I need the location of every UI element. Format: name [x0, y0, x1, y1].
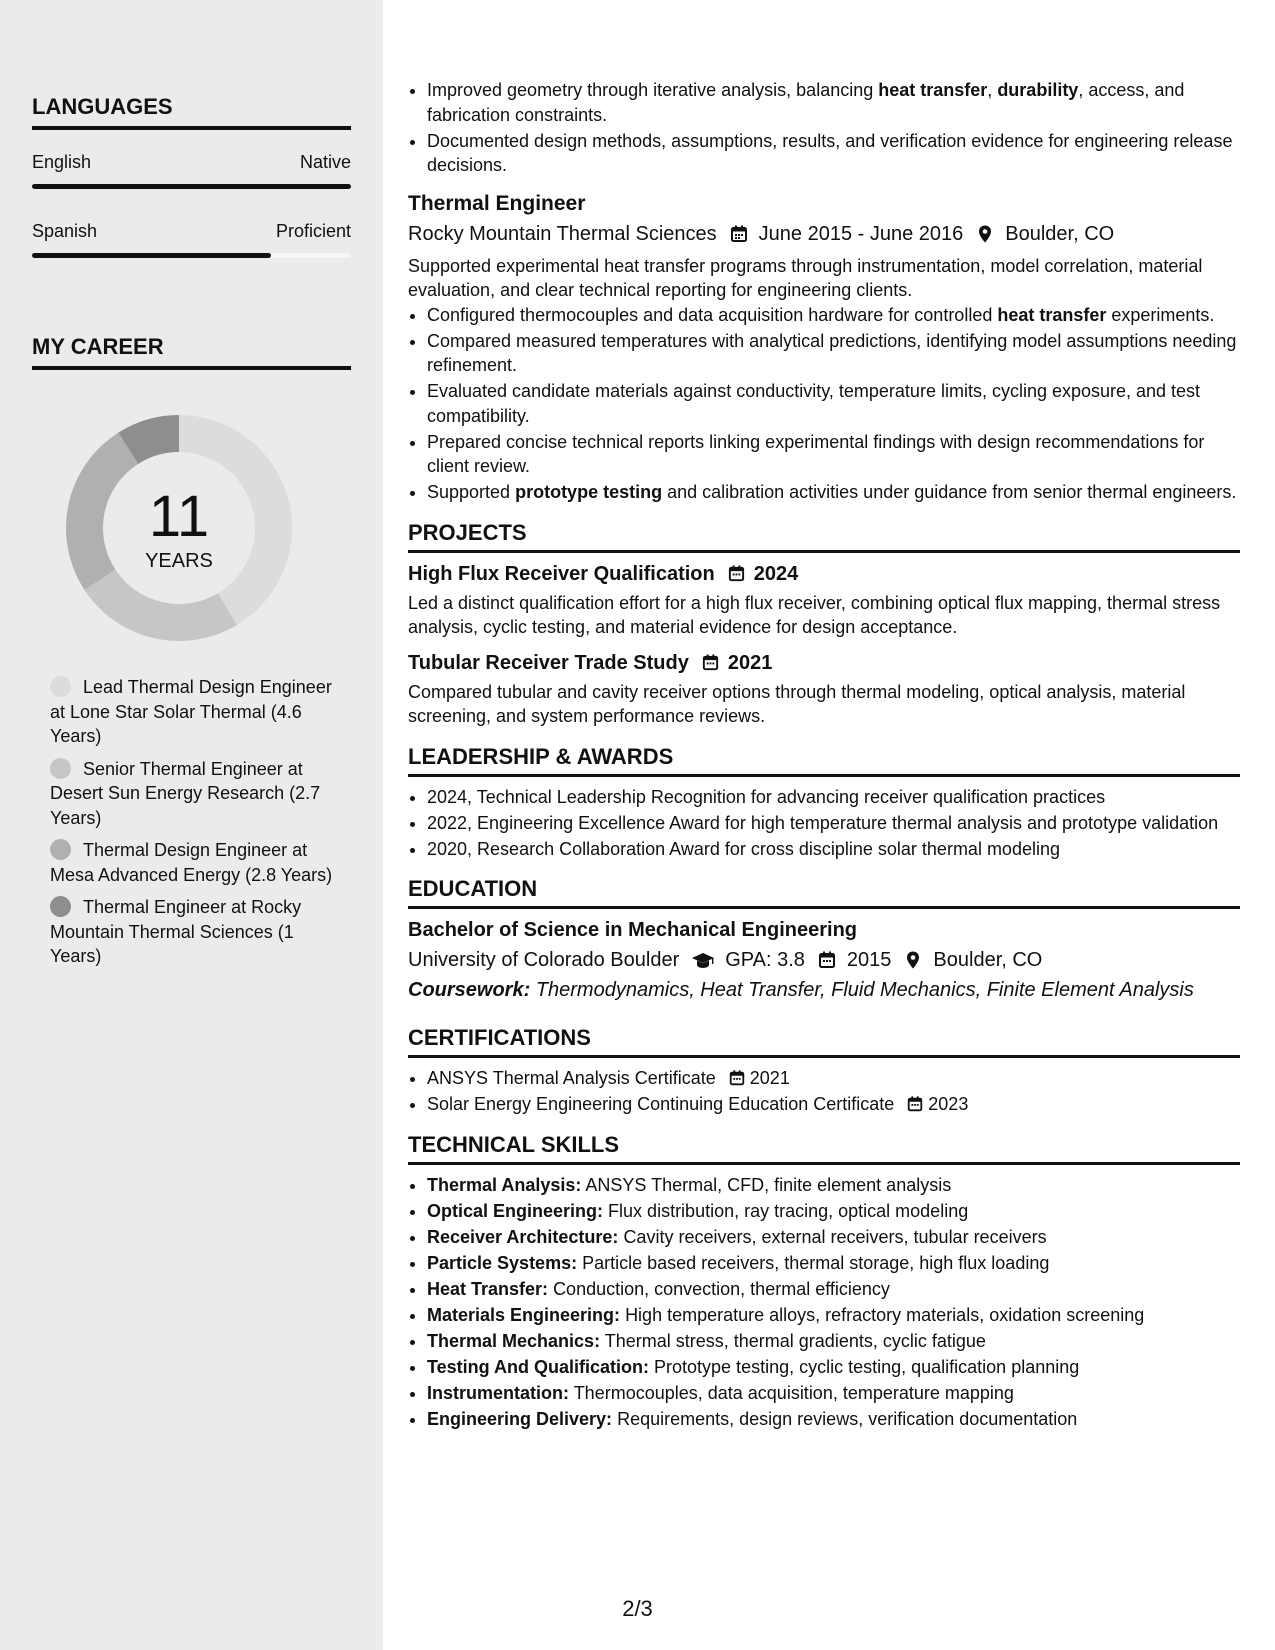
career-legend-item [50, 838, 340, 887]
skills-heading: TECHNICAL SKILLS [408, 1131, 1240, 1165]
skill-item [427, 1199, 1240, 1224]
career-role-label: Senior Thermal Engineer at Desert Sun Energy Research (2.7 Years) [50, 758, 321, 828]
prev-item [427, 129, 1240, 178]
certification-name: • ANSYS Thermal Analysis Certificate [427, 1068, 716, 1088]
skill-item [427, 1329, 1240, 1354]
skill-item [427, 1173, 1240, 1198]
calendar-icon [817, 950, 837, 970]
certification-item [427, 1066, 1240, 1091]
project-year: 2024 [753, 562, 799, 585]
page-number-text: 2/3 [622, 1596, 653, 1621]
skill-label: Engineering Delivery: [427, 1408, 613, 1429]
education-coursework [408, 976, 1240, 1004]
bullet-text: Prepared concise technical reports linking experimental findings with design recommendations for client review. [427, 431, 1205, 476]
main-content [408, 78, 1240, 1433]
career-legend [50, 675, 340, 977]
bullet-text: Compared measured temperatures with analytical predictions, identifying model assumptions needing refinement. [427, 330, 1237, 375]
calendar-icon [728, 1069, 746, 1087]
skill-label: Optical Engineering: [427, 1200, 604, 1221]
job-item [427, 329, 1240, 378]
bullet-text: and calibration activities under guidance from senior thermal engineers. [662, 482, 1237, 502]
previous-job-bullets [408, 78, 1240, 178]
awards-heading: LEADERSHIP & AWARDS [408, 743, 1240, 777]
job-meta [408, 220, 1240, 248]
page-number [0, 1596, 1275, 1622]
coursework-label: Coursework: [408, 979, 531, 1001]
skill-item [427, 1225, 1240, 1250]
skill-value: Prototype testing, cyclic testing, qualification planning [654, 1356, 1080, 1377]
language-bar-fill [32, 184, 351, 189]
bullet-text: , access, and fabrication constraints. [427, 80, 1185, 125]
sidebar [0, 0, 383, 1650]
project-description: Compared tubular and cavity receiver options through thermal modeling, optical analysis, material screening, and system performance reviews. [408, 681, 1186, 726]
skill-value: Conduction, convection, thermal efficiency [553, 1278, 890, 1299]
language-level: Native [299, 152, 351, 172]
language-name: Spanish [32, 221, 98, 241]
legend-dot [50, 839, 71, 860]
bullet-emphasis: heat transfer [997, 304, 1107, 325]
project-year: 2021 [727, 651, 773, 674]
skill-item [427, 1381, 1240, 1406]
bullet-text: Improved geometry through iterative analysis, balancing [427, 80, 879, 100]
project-title-row [408, 650, 1240, 676]
legend-dot [50, 896, 71, 917]
awards-list [408, 785, 1240, 862]
donut-slice [84, 570, 236, 641]
education-degree: Bachelor of Science in Mechanical Engineering [408, 919, 858, 941]
graduation-cap-icon [691, 950, 715, 970]
job-title: Thermal Engineer [408, 191, 586, 215]
job-bullets [408, 303, 1240, 505]
skill-value: Thermal stress, thermal gradients, cyclic fatigue [604, 1330, 986, 1351]
skill-value: Cavity receivers, external receivers, tubular receivers [623, 1226, 1047, 1247]
skill-value: Flux distribution, ray tracing, optical modeling [608, 1200, 969, 1221]
project-description: Led a distinct qualification effort for a high flux receiver, combining optical flux mapping, thermal stress analysis, cyclic testing, and material evidence for design acceptance. [408, 592, 1221, 637]
bullet-text: , [987, 80, 998, 100]
calendar-icon [701, 653, 720, 672]
project-title: Tubular Receiver Trade Study [408, 651, 689, 674]
job-location: Boulder, CO [1005, 222, 1115, 245]
skill-item [427, 1277, 1240, 1302]
career-role-label: Lead Thermal Design Engineer at Lone Star Solar Thermal (4.6 Years) [50, 677, 332, 746]
prev-item [427, 78, 1240, 127]
map-pin-icon [975, 224, 995, 244]
career-legend-item [50, 757, 340, 831]
certifications-list [408, 1066, 1240, 1117]
education-gpa: GPA: 3.8 [725, 949, 805, 971]
job-item [427, 480, 1240, 505]
award-item: • 2022, Engineering Excellence Award for high temperature thermal analysis and prototype validation [427, 811, 1240, 836]
legend-dot [50, 676, 71, 697]
education-school: University of Colorado Boulder [408, 949, 680, 971]
map-pin-icon [903, 950, 923, 970]
skill-item [427, 1355, 1240, 1380]
bullet-text: Configured thermocouples and data acquisition hardware for controlled [427, 304, 998, 325]
career-heading: MY CAREER [32, 334, 351, 370]
skill-label: Thermal Analysis: [427, 1174, 582, 1195]
language-row-english [32, 152, 351, 173]
bullet-text: experiments. [1106, 304, 1215, 325]
bullet-emphasis: prototype testing [515, 482, 663, 502]
languages-heading: LANGUAGES [32, 94, 351, 130]
skill-item [427, 1251, 1240, 1276]
education-meta [408, 946, 1240, 974]
bullet-text: Evaluated candidate materials against conductivity, temperature limits, cycling exposure, and test compatibility. [427, 381, 1201, 426]
language-bar-spanish [32, 253, 351, 258]
skill-label: Instrumentation: [427, 1382, 569, 1403]
job-description: Supported experimental heat transfer programs through instrumentation, model correlation, material evaluation, and clear technical reporting for engineering clients. [408, 255, 1203, 300]
bullet-text: Supported [427, 482, 516, 502]
education-year: 2015 [846, 949, 892, 971]
skill-label: Testing And Qualification: [427, 1356, 649, 1377]
legend-dot [50, 758, 71, 779]
job-company: Rocky Mountain Thermal Sciences [408, 222, 717, 245]
career-total-years: 11 [148, 484, 210, 549]
coursework-text: Thermodynamics, Heat Transfer, Fluid Mechanics, Finite Element Analysis [535, 979, 1194, 1001]
language-level: Proficient [275, 221, 351, 241]
skill-value: High temperature alloys, refractory materials, oxidation screening [625, 1304, 1145, 1325]
bullet-emphasis: durability [997, 80, 1079, 100]
job-item [427, 430, 1240, 479]
bullet-emphasis: heat transfer [878, 80, 988, 100]
skill-label: Particle Systems: [427, 1252, 578, 1273]
skill-value: ANSYS Thermal, CFD, finite element analysis [585, 1174, 952, 1195]
career-legend-item [50, 675, 340, 749]
language-name: English [32, 152, 92, 172]
skill-item [427, 1303, 1240, 1328]
certification-year: 2023 [928, 1094, 969, 1114]
career-legend-item [50, 895, 340, 969]
calendar-icon [727, 564, 746, 583]
calendar-icon [729, 224, 749, 244]
career-role-label: Thermal Engineer at Rocky Mountain Thermal Sciences (1 Years) [50, 897, 302, 966]
skill-label: Materials Engineering: [427, 1304, 621, 1325]
project-title-row [408, 561, 1240, 587]
skill-label: Receiver Architecture: [427, 1226, 619, 1247]
award-item: • 2024, Technical Leadership Recognition for advancing receiver qualification practices [427, 785, 1240, 810]
certification-year: 2021 [749, 1068, 790, 1088]
certifications-heading: CERTIFICATIONS [408, 1024, 1240, 1058]
career-role-label: Thermal Design Engineer at Mesa Advanced Energy (2.8 Years) [50, 840, 333, 885]
skill-value: Thermocouples, data acquisition, temperature mapping [573, 1382, 1014, 1403]
certification-item [427, 1092, 1240, 1117]
language-bar-english [32, 184, 351, 189]
calendar-icon [906, 1095, 924, 1113]
project-title: High Flux Receiver Qualification [408, 562, 715, 585]
career-total-unit: YEARS [145, 550, 213, 572]
projects-heading: PROJECTS [408, 519, 1240, 553]
skill-label: Heat Transfer: [427, 1278, 549, 1299]
bullet-text: Documented design methods, assumptions, results, and verification evidence for engineering release decisions. [427, 130, 1233, 175]
job-dates: June 2015 - June 2016 [758, 222, 964, 245]
certification-name: • Solar Energy Engineering Continuing Education Certificate [427, 1094, 895, 1114]
skill-value: Requirements, design reviews, verification documentation [617, 1408, 1078, 1429]
skills-list [408, 1173, 1240, 1432]
education-location: Boulder, CO [933, 949, 1043, 971]
skill-item [427, 1407, 1240, 1432]
language-row-spanish [32, 221, 351, 242]
job-item [427, 303, 1240, 328]
award-item: • 2020, Research Collaboration Award for cross discipline solar thermal modeling [427, 837, 1240, 862]
job-item [427, 379, 1240, 428]
language-bar-fill [32, 253, 271, 258]
skill-value: Particle based receivers, thermal storage, high flux loading [582, 1252, 1050, 1273]
education-heading: EDUCATION [408, 875, 1240, 909]
skill-label: Thermal Mechanics: [427, 1330, 601, 1351]
